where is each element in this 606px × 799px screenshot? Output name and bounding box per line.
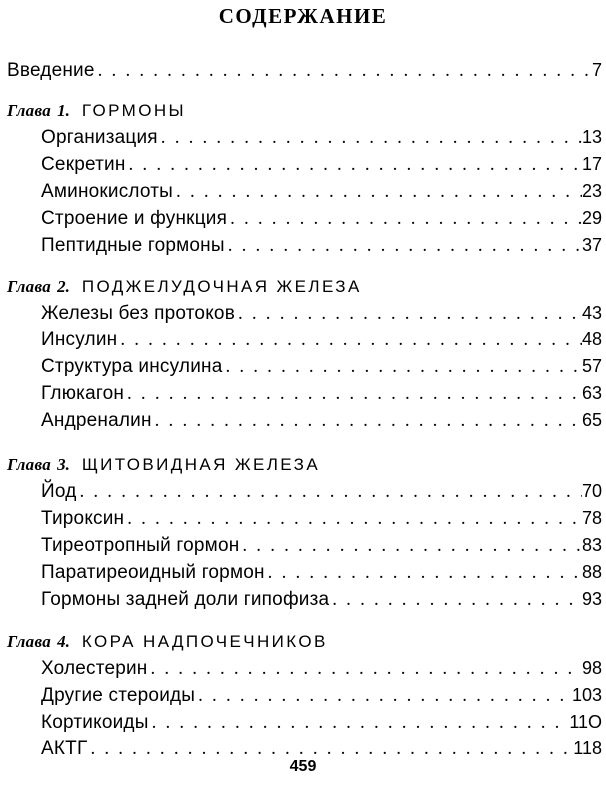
toc-page-number: 103: [571, 685, 602, 705]
toc-entry-label: Паратиреоидный гормон: [41, 562, 265, 583]
toc-entry[interactable]: [41, 151, 602, 177]
toc-entry-label: Глюкагон: [41, 383, 125, 404]
dot-leader: [117, 327, 582, 353]
toc-page-number: 37: [581, 235, 602, 255]
chapter-heading-3[interactable]: [7, 452, 602, 478]
toc-page-number: 13: [581, 127, 602, 147]
toc-entry-label: АКТГ: [41, 738, 88, 759]
dot-leader: [158, 125, 582, 151]
toc-page-number: 7: [591, 60, 602, 80]
toc-page-number: 43: [581, 303, 602, 323]
toc-entry[interactable]: [41, 232, 602, 258]
toc-entry-label: Кортикоиды: [41, 712, 149, 733]
toc-entry[interactable]: [41, 205, 602, 231]
toc-entry-label: Инсулин: [41, 329, 118, 350]
toc-page-number: 29: [581, 208, 602, 228]
chapter-number: 3.: [57, 455, 70, 474]
toc-entry[interactable]: [41, 353, 602, 379]
toc-entry[interactable]: [41, 586, 602, 612]
dot-leader: [173, 179, 582, 205]
toc-entry[interactable]: [41, 380, 602, 406]
toc-page-number: 93: [581, 589, 602, 609]
toc-entry-label: Строение и функция: [41, 208, 228, 229]
toc-entry[interactable]: [41, 532, 602, 558]
dot-leader: [77, 479, 582, 505]
toc-entry[interactable]: [41, 300, 602, 326]
toc-entry-label: Железы без протоков: [41, 303, 235, 324]
toc-entry[interactable]: [41, 124, 602, 150]
dot-leader: [126, 152, 582, 178]
dot-leader: [124, 381, 582, 407]
chapter-heading-1[interactable]: [7, 98, 602, 124]
dot-leader: [95, 58, 592, 84]
toc-entry[interactable]: [41, 682, 602, 708]
dot-leader: [195, 683, 572, 709]
dot-leader: [239, 533, 582, 559]
toc-page-number: 23: [581, 181, 602, 201]
toc-entry[interactable]: [41, 478, 602, 504]
toc-entry[interactable]: [41, 655, 602, 681]
toc-entry-label: Другие стероиды: [41, 685, 196, 706]
toc-page-number: 88: [581, 562, 602, 582]
chapter-title: ГОРМОНЫ: [81, 101, 186, 120]
toc-page-number: 83: [581, 535, 602, 555]
page-title: СОДЕРЖАНИЕ: [218, 4, 388, 28]
toc-entry-label: Гормоны задней доли гипофиза: [41, 589, 330, 610]
chapter-heading-2[interactable]: [7, 274, 602, 300]
toc-entry[interactable]: [41, 407, 602, 433]
dot-leader: [227, 206, 582, 232]
chapter-heading-4[interactable]: [7, 629, 602, 655]
toc-entry-label: Организация: [41, 127, 158, 148]
chapter-title: ПОДЖЕЛУДОЧНАЯ ЖЕЛЕЗА: [81, 277, 362, 296]
toc-page-number: 17: [581, 154, 602, 174]
dot-leader: [148, 656, 582, 682]
chapter-prefix: Глава: [7, 455, 52, 474]
toc-entry-label: Тиреотропный гормон: [41, 535, 240, 556]
toc-page-number: 65: [581, 410, 602, 430]
toc-page-number: 11O: [569, 712, 602, 732]
toc-page-number: 70: [581, 481, 602, 501]
dot-leader: [222, 354, 582, 380]
chapter-title: ЩИТОВИДНАЯ ЖЕЛЕЗА: [81, 455, 321, 474]
toc-entry[interactable]: [41, 709, 602, 735]
chapter-prefix: Глава: [7, 101, 52, 120]
chapter-prefix: Глава: [7, 277, 52, 296]
toc-entry-label: Андреналин: [41, 410, 152, 431]
dot-leader: [124, 506, 582, 532]
dot-leader: [235, 301, 582, 327]
dot-leader: [152, 408, 582, 434]
toc-entry-label: Секретин: [41, 154, 126, 175]
toc-entry-label: Холестерин: [41, 658, 148, 679]
chapter-prefix: Глава: [7, 632, 52, 651]
dot-leader: [149, 710, 570, 736]
chapter-title: КОРА НАДПОЧЕЧНИКОВ: [81, 632, 328, 651]
toc-entry-label: Тироксин: [41, 508, 125, 529]
toc-page-number: 48: [581, 329, 602, 349]
dot-leader: [265, 560, 582, 586]
toc-page-number: 78: [581, 508, 602, 528]
toc-entry-label: Введение: [7, 60, 95, 81]
toc-entry-label: Пептидные гормоны: [41, 235, 225, 256]
toc-page-number: 57: [581, 356, 602, 376]
dot-leader: [329, 587, 582, 613]
toc-page-number: 98: [581, 658, 602, 678]
chapter-number: 2.: [57, 277, 70, 296]
chapter-number: 4.: [57, 632, 70, 651]
chapter-number: 1.: [57, 101, 70, 120]
toc-page-number: 118: [573, 738, 602, 758]
toc-entry[interactable]: [41, 178, 602, 204]
toc-entry-label: Аминокислоты: [41, 181, 174, 202]
toc-entry-label: Структура инсулина: [41, 356, 223, 377]
toc-page-number: 63: [581, 383, 602, 403]
dot-leader: [225, 233, 582, 259]
toc-entry[interactable]: [41, 326, 602, 352]
toc-entry[interactable]: [41, 559, 602, 585]
page-number: 459: [289, 758, 317, 775]
toc-entry-intro[interactable]: [7, 57, 602, 83]
toc-entry-label: Йод: [41, 481, 77, 502]
toc-entry[interactable]: [41, 505, 602, 531]
